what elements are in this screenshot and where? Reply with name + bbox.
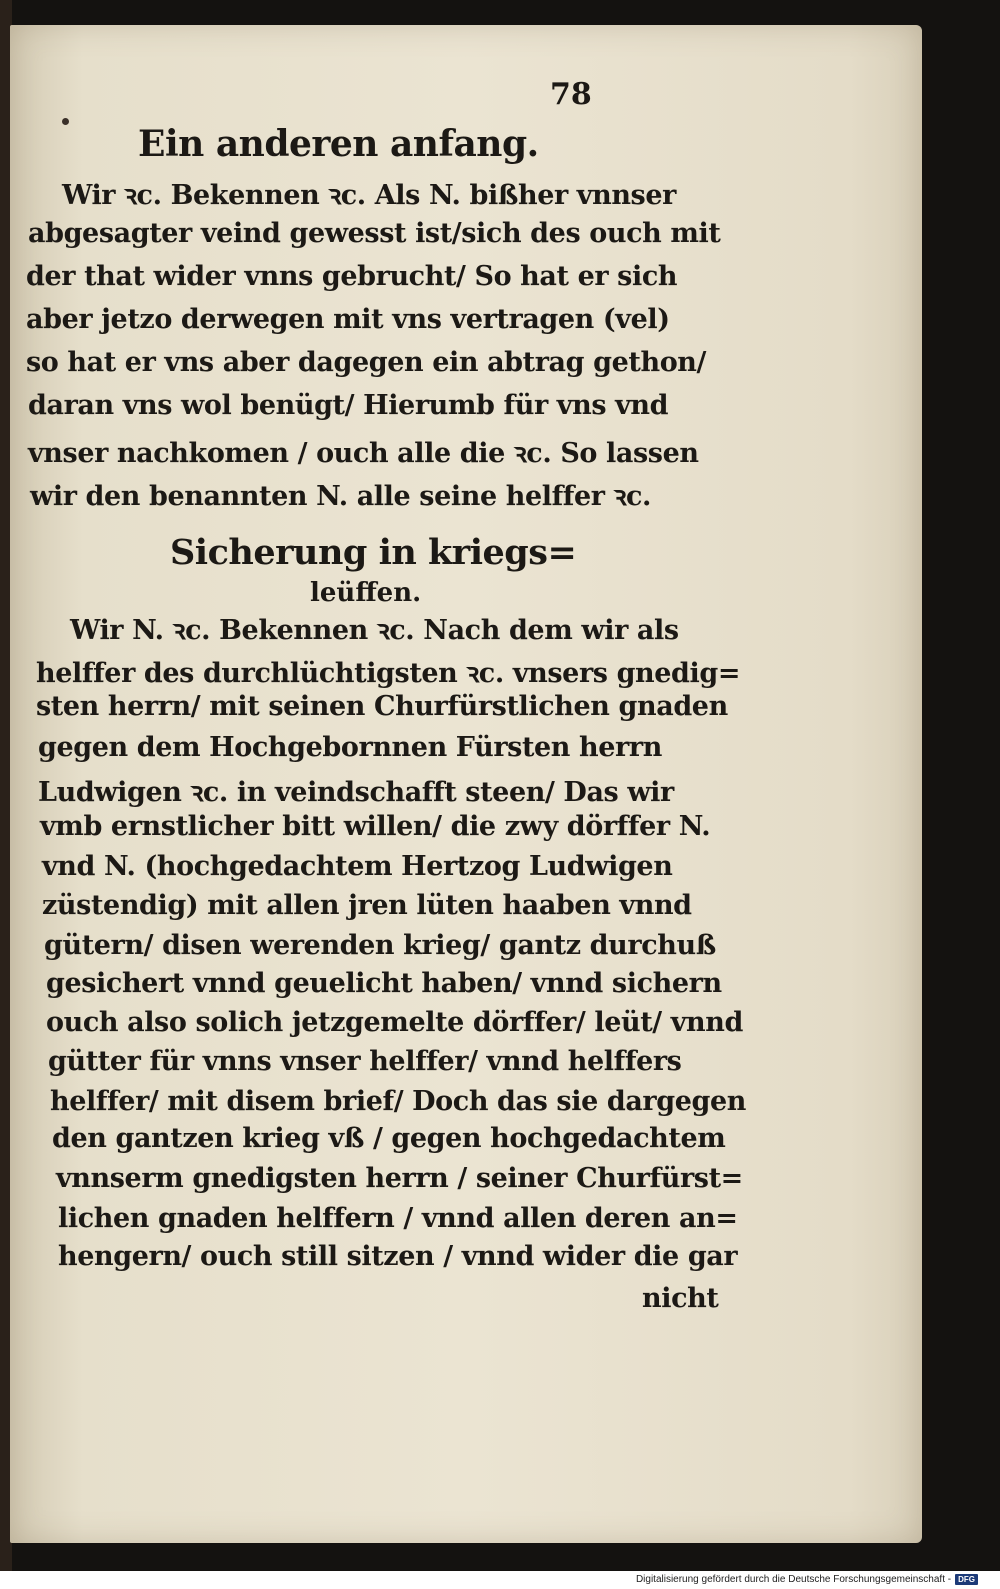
ink-spot: [62, 118, 69, 125]
text-line: lichen gnaden helffern / vnnd allen deren an=: [58, 1203, 738, 1234]
text-line: Ludwigen ꝛc. in veindschafft steen/ Das wir: [38, 777, 674, 808]
text-line: Wir N. ꝛc. Bekennen ꝛc. Nach dem wir als: [70, 615, 679, 646]
page-number: 78: [550, 77, 592, 112]
text-line: vnser nachkomen / ouch alle die ꝛc. So lassen: [28, 438, 699, 469]
text-line: hengern/ ouch still sitzen / vnnd wider die gar: [58, 1241, 738, 1272]
text-line: aber jetzo derwegen mit vns vertragen (vel): [26, 304, 670, 335]
text-line: vnnserm gnedigsten herrn / seiner Churfürst=: [56, 1163, 743, 1194]
text-line: vmb ernstlicher bitt willen/ die zwy dörffer N.: [40, 811, 711, 842]
dfg-logo: DFG: [955, 1574, 978, 1585]
text-line: Wir ꝛc. Bekennen ꝛc. Als N. bißher vnnser: [62, 180, 676, 211]
text-line: helffer des durchlüchtigsten ꝛc. vnsers gnedig=: [36, 658, 741, 689]
text-line: gegen dem Hochgebornnen Fürsten herrn: [38, 732, 662, 763]
text-line: helffer/ mit disem brief/ Doch das sie dargegen: [50, 1086, 747, 1117]
text-line: so hat er vns aber dagegen ein abtrag gethon/: [26, 347, 706, 378]
digitization-credit: [636, 1574, 978, 1585]
text-line: daran vns wol benügt/ Hierumb für vns vnd: [28, 390, 669, 421]
text-line: den gantzen krieg vß / gegen hochgedachtem: [52, 1123, 726, 1154]
book-page: [10, 25, 922, 1543]
text-line: gütter für vnns vnser helffer/ vnnd helffers: [48, 1046, 682, 1077]
section-heading-2: Sicherung in kriegs=: [170, 532, 577, 573]
section-heading-1: Ein anderen anfang.: [138, 123, 539, 165]
text-line: vnd N. (hochgedachtem Hertzog Ludwigen: [42, 851, 673, 882]
credit-text: Digitalisierung gefördert durch die Deutsche Forschungsgemeinschaft -: [635, 1574, 952, 1585]
text-line: sten herrn/ mit seinen Churfürstlichen gnaden: [36, 691, 728, 722]
text-line: der that wider vnns gebrucht/ So hat er sich: [26, 261, 678, 292]
section-heading-2-continuation: leüffen.: [310, 578, 422, 608]
text-line: züstendig) mit allen jren lüten haaben vnnd: [42, 890, 692, 921]
text-line: abgesagter veind gewesst ist/sich des ouch mit: [28, 218, 721, 249]
text-line: ouch also solich jetzgemelte dörffer/ leüt/ vnnd: [46, 1007, 743, 1038]
catchword: nicht: [642, 1283, 719, 1314]
text-line: gesichert vnnd geuelicht haben/ vnnd sichern: [46, 968, 722, 999]
text-line: wir den benannten N. alle seine helffer ꝛc.: [30, 481, 652, 512]
text-line: gütern/ disen werenden krieg/ gantz durchuß: [44, 930, 716, 961]
